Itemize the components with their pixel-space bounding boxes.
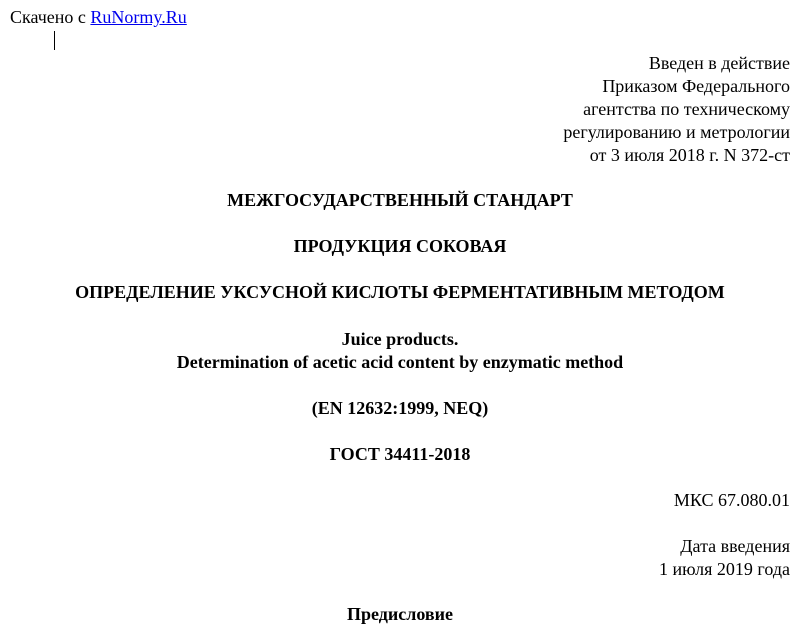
gost-number: ГОСТ 34411-2018 [329, 444, 471, 464]
enactment-block [563, 52, 790, 167]
source-prefix: Скачено с [10, 7, 91, 27]
introduction-date-label: Дата введения [680, 536, 790, 556]
enactment-line: Введен в действие [648, 53, 790, 73]
enactment-line: Приказом Федерального [602, 76, 790, 96]
english-title-line: Determination of acetic acid content by enzymatic method [176, 352, 624, 372]
mks-code: МКС 67.080.01 [673, 490, 790, 510]
method-title: ОПРЕДЕЛЕНИЕ УКСУСНОЙ КИСЛОТЫ ФЕРМЕНТАТИВНЫМ МЕТОДОМ [75, 282, 725, 302]
english-title-line: Juice products. [341, 329, 459, 349]
runormy-link[interactable]: RuNormy.Ru [90, 7, 187, 27]
enactment-line: от 3 июля 2018 г. N 372-ст [589, 145, 790, 165]
source-note [10, 6, 187, 29]
english-title [0, 328, 800, 374]
standard-type-title: МЕЖГОСУДАРСТВЕННЫЙ СТАНДАРТ [227, 190, 573, 210]
equivalence-note: (EN 12632:1999, NEQ) [311, 398, 489, 418]
foreword-heading: Предисловие [347, 604, 453, 624]
text-cursor [54, 31, 55, 50]
enactment-line: агентства по техническому [583, 99, 790, 119]
introduction-date-block [659, 535, 790, 581]
introduction-date-value: 1 июля 2019 года [659, 559, 790, 579]
product-title: ПРОДУКЦИЯ СОКОВАЯ [293, 236, 507, 256]
enactment-line: регулированию и метрологии [563, 122, 790, 142]
